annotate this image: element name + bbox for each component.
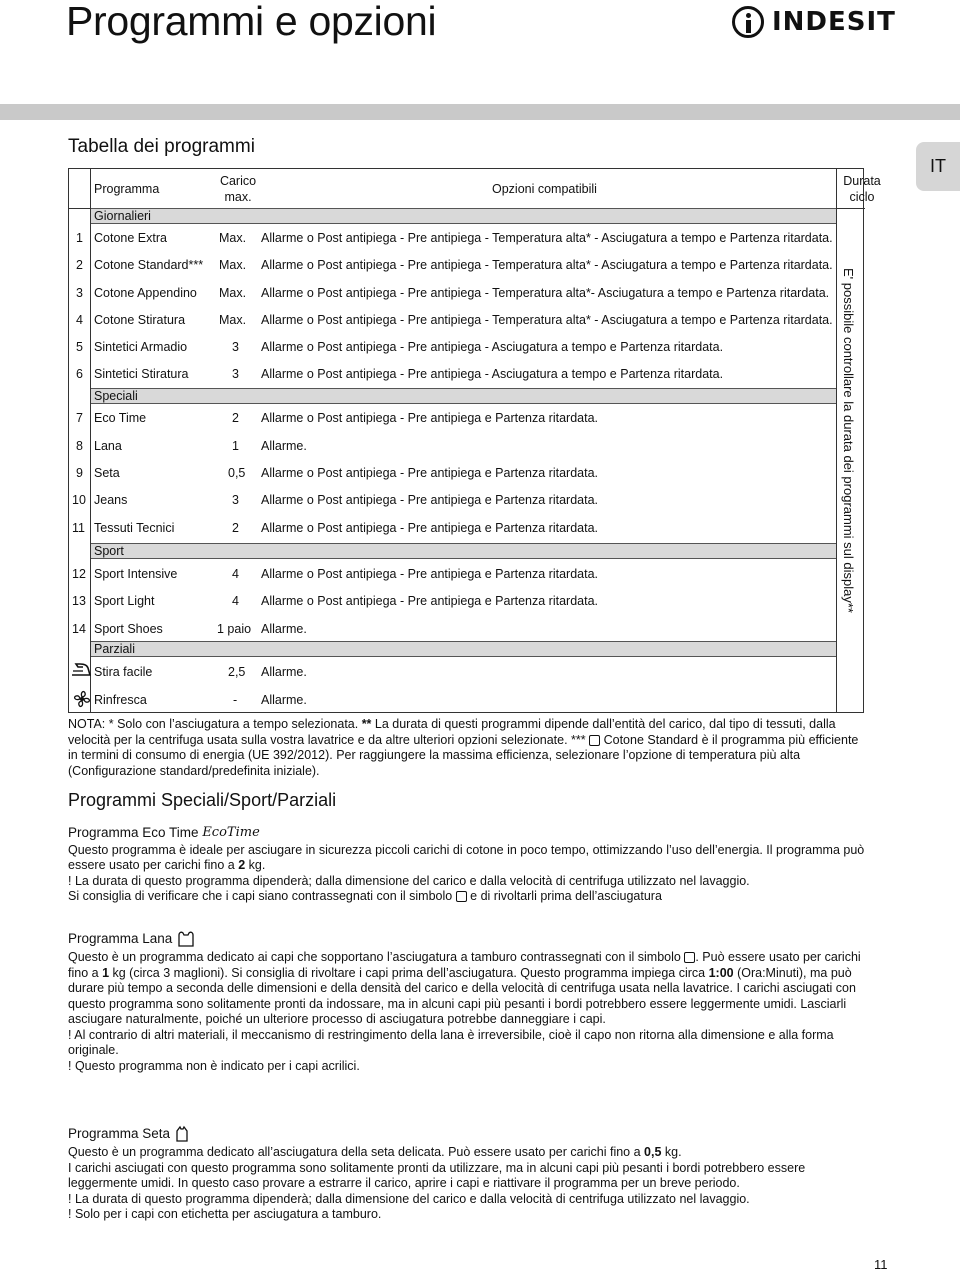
ecotime-text: e di rivoltarli prima dell’asciugatura <box>466 889 662 903</box>
row-options: Allarme o Post antipiega - Pre antipiega e Partenza ritardata. <box>261 493 598 507</box>
row-load: 1 paio <box>217 622 252 636</box>
row-load: 2,5 <box>228 665 246 679</box>
row-number: 3 <box>76 286 83 300</box>
row-options: Allarme o Post antipiega - Pre antipiega - Temperatura alta*- Asciugatura a tempo e Partenza ritardata. <box>261 286 830 300</box>
tumble-dry-icon <box>684 952 695 963</box>
table-border <box>68 168 837 713</box>
row-name: Rinfresca <box>94 693 147 707</box>
row-options: Allarme. <box>261 622 307 636</box>
row-number: 7 <box>76 411 83 425</box>
ecotime-warning: ! La durata di questo programma dipenderà; dalla dimensione del carico e dalla velocità di centrifuga utilizzato nel lavaggio. <box>68 873 750 888</box>
row-name: Sintetici Armadio <box>94 340 188 354</box>
row-name: Sport Light <box>94 594 155 608</box>
group-band-giornalieri <box>91 208 836 224</box>
cotton-standard-icon <box>589 735 600 746</box>
row-options: Allarme o Post antipiega - Pre antipiega - Temperatura alta* - Asciugatura a tempo e Partenza ritardata. <box>261 231 833 245</box>
row-number: 5 <box>76 340 83 354</box>
wool-icon <box>176 930 196 948</box>
seta-load: 0,5 <box>644 1145 662 1159</box>
row-number: 8 <box>76 439 83 453</box>
row-name: Stira facile <box>94 665 153 679</box>
row-load: 1 <box>232 439 239 453</box>
row-name: Cotone Stiratura <box>94 313 186 327</box>
ecotime-title: Programma Eco Time <box>68 825 199 840</box>
duration-note: E' possibile controllare la durata dei programmi sul display** <box>841 268 856 613</box>
nota-marker: ** <box>361 717 372 731</box>
row-options: Allarme o Post antipiega - Pre antipiega e Partenza ritardata. <box>261 411 598 425</box>
lana-text: (Ora:Minuti), ma può durare più tempo a seconda delle dimensioni e della densità del carico e della velocità di centrifuga usata nella lavatrice. I carichi asciugati con questo programma sono solitamente pronti da indossare, ma in alcuni capi più pesanti i bordi potrebbero essere leggermente umidi. Lasciarli asciugare naturalmente, poiché un ulteriore processo di asciugatura potrebbe danneggiare i capi. <box>68 965 856 1026</box>
row-options: Allarme o Post antipiega - Pre antipiega e Partenza ritardata. <box>261 594 598 608</box>
row-load: 3 <box>232 340 239 354</box>
ecotime-load: 2 <box>238 858 246 872</box>
lana-text: . Può essere usato per carichi fino a <box>68 950 861 980</box>
row-number: 13 <box>72 594 86 608</box>
row-number: 11 <box>72 521 85 535</box>
nota-text: La durata di questi programmi dipende dall’entità del carico, dal tipo di tessuti, dalla velocità per la centrifuga usata sulla vostra lavatrice e da altre ulteriori opzioni selezionate. <box>68 717 836 747</box>
row-number: 9 <box>76 466 83 480</box>
number-column-divider <box>90 168 91 713</box>
row-name: Lana <box>94 439 122 453</box>
seta-warning: ! La durata di questo programma dipenderà; dalla dimensione del carico e dalla velocità di centrifuga utilizzato nel lavaggio. <box>68 1191 750 1206</box>
row-load: - <box>233 693 238 707</box>
row-number: 4 <box>76 313 83 327</box>
group-label: Sport <box>94 544 124 558</box>
nota-text: * Solo con l’asciugatura a tempo selezionata. <box>105 717 362 731</box>
header-carico: Carico max. <box>219 174 257 204</box>
row-load: Max. <box>219 258 247 272</box>
group-band-parziali <box>91 641 836 657</box>
row-load: 3 <box>232 367 239 381</box>
row-options: Allarme. <box>261 693 307 707</box>
lana-title: Programma Lana <box>68 931 173 947</box>
row-name: Jeans <box>94 493 128 507</box>
lana-text: Questo è un programma dedicato ai capi che sopportano l’asciugatura a tamburo contrassegnati con il simbolo <box>68 950 685 964</box>
row-number: 10 <box>72 493 86 507</box>
lana-text: kg (circa 3 maglioni). Si consiglia di rivoltare i capi prima dell’asciugatura. Questo programma impiega circa <box>109 965 709 980</box>
row-load: Max. <box>219 313 247 327</box>
nota-text: Cotone Standard è il programma più efficiente in termini di consumo di energia (UE 392/2012). Per raggiungere la massima efficienza, selezionare l’opzione di temperatura più alta (Configurazione standard/predefinita iniziale). <box>68 732 859 778</box>
brand-logo <box>732 3 896 41</box>
seta-title: Programma Seta <box>68 1126 171 1142</box>
row-name: Cotone Standard*** <box>94 258 204 272</box>
lana-time: 1:00 <box>708 965 734 980</box>
lana-warning: ! Questo programma non è indicato per i capi acrilici. <box>68 1058 360 1073</box>
lana-load: 1 <box>102 965 110 980</box>
group-band-speciali <box>91 388 836 404</box>
row-number: 1 <box>76 231 83 245</box>
seta-text: I carichi asciugati con questo programma sono solitamente pronti da utilizzare, ma in alcuni capi più pesanti i bordi potrebbero essere leggermente umidi. In questo caso provare a estrarre il carico, aprire i capi e riattivare il programma per un breve periodo. <box>68 1160 806 1190</box>
row-options: Allarme o Post antipiega - Pre antipiega - Asciugatura a tempo e Partenza ritardata. <box>261 367 724 381</box>
row-name: Seta <box>94 466 120 480</box>
row-options: Allarme. <box>261 665 307 679</box>
row-number: 12 <box>72 567 86 581</box>
row-number: 14 <box>72 622 86 636</box>
lana-section <box>68 930 868 1074</box>
table-title: Tabella dei programmi <box>68 136 255 157</box>
row-name: Sport Intensive <box>94 567 178 581</box>
page-number: 11 <box>874 1257 888 1272</box>
seta-text: kg. <box>661 1145 682 1159</box>
header-durata: Durata ciclo <box>843 174 881 204</box>
ecotime-text: Si consiglia di verificare che i capi siano contrassegnati con il simbolo <box>68 889 456 903</box>
group-band-sport <box>91 543 836 559</box>
group-label: Speciali <box>94 389 138 403</box>
row-name: Sport Shoes <box>94 622 163 636</box>
header-opzioni: Opzioni compatibili <box>492 182 597 196</box>
row-name: Sintetici Stiratura <box>94 367 189 381</box>
tumble-dry-icon <box>456 891 467 902</box>
row-options: Allarme o Post antipiega - Pre antipiega e Partenza ritardata. <box>261 567 598 581</box>
row-name: Cotone Appendino <box>94 286 197 300</box>
row-load: 0,5 <box>228 466 246 480</box>
page-title: Programmi e opzioni <box>66 0 437 44</box>
ecotime-section <box>68 825 868 905</box>
ecotime-text: Questo programma è ideale per asciugare in sicurezza piccoli carichi di cotone in poco tempo, ottimizzando l’uso dell’energia. Il programma può essere usato per carichi fino a <box>68 842 865 872</box>
seta-section <box>68 1125 868 1223</box>
row-options: Allarme o Post antipiega - Pre antipiega e Partenza ritardata. <box>261 521 598 535</box>
row-options: Allarme o Post antipiega - Pre antipiega - Temperatura alta* - Asciugatura a tempo e Partenza ritardata. <box>261 313 833 327</box>
row-name: Cotone Extra <box>94 231 167 245</box>
ecotime-icon: EcoTime <box>202 825 260 840</box>
silk-icon <box>174 1125 190 1143</box>
group-label: Parziali <box>94 642 135 656</box>
row-number: 2 <box>76 258 83 272</box>
row-load: Max. <box>219 231 247 245</box>
row-load: 4 <box>232 594 239 608</box>
lana-warning: ! Al contrario di altri materiali, il meccanismo di restringimento della lana è irreversibile, cioè il capo non ritorna alla dimensione e alla forma originale. <box>68 1027 834 1057</box>
row-options: Allarme. <box>261 439 307 453</box>
ecotime-text: kg. <box>245 858 266 872</box>
row-name: Eco Time <box>94 411 147 425</box>
row-load: 3 <box>232 493 239 507</box>
row-load: 2 <box>232 521 239 535</box>
seta-warning: ! Solo per i capi con etichetta per asciugatura a tamburo. <box>68 1207 382 1221</box>
seta-text: Questo è un programma dedicato all’asciugatura della seta delicata. Può essere usato per carichi fino a <box>68 1145 645 1159</box>
iron-icon <box>70 662 92 678</box>
row-load: Max. <box>219 286 247 300</box>
language-tab: IT <box>916 142 960 191</box>
nota-label: NOTA: <box>68 717 106 731</box>
fan-icon <box>72 689 92 709</box>
group-label: Giornalieri <box>94 209 151 223</box>
nota-marker: *** <box>571 732 586 747</box>
nota-paragraph <box>68 717 868 779</box>
section-title: Programmi Speciali/Sport/Parziali <box>68 790 337 810</box>
row-options: Allarme o Post antipiega - Pre antipiega - Temperatura alta* - Asciugatura a tempo e Partenza ritardata. <box>261 258 833 272</box>
indesit-logo-icon <box>732 6 764 38</box>
row-load: 2 <box>232 411 239 425</box>
row-load: 4 <box>232 567 239 581</box>
row-options: Allarme o Post antipiega - Pre antipiega e Partenza ritardata. <box>261 466 598 480</box>
header-divider-band <box>0 104 960 120</box>
row-number: 6 <box>76 367 83 381</box>
header-programma: Programma <box>94 182 160 196</box>
brand-name: INDESIT <box>772 7 896 37</box>
row-options: Allarme o Post antipiega - Pre antipiega - Asciugatura a tempo e Partenza ritardata. <box>261 340 724 354</box>
row-name: Tessuti Tecnici <box>94 521 175 535</box>
